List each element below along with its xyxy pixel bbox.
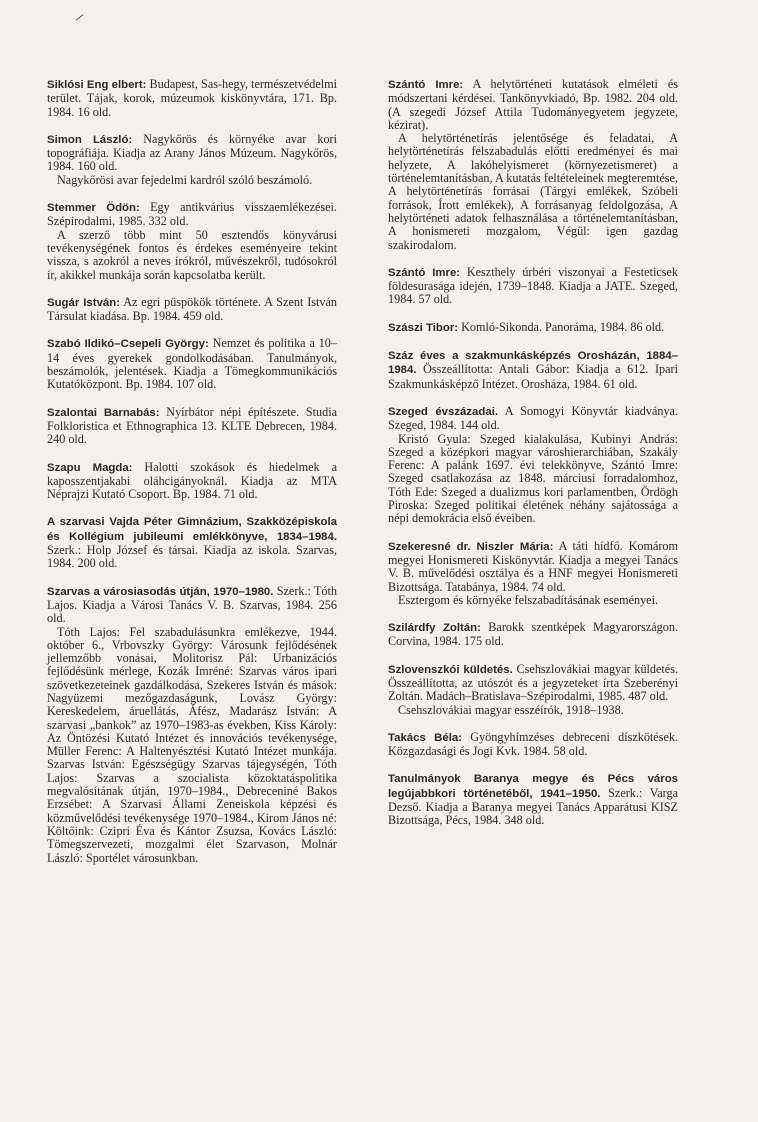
entry-paragraph: [388, 663, 678, 704]
entry-paragraph: [388, 78, 678, 132]
entry-text: Az egri püspökök története. A Szent István Társulat kiadása. Bp. 1984. 459 old.: [47, 294, 337, 324]
entry-heading: Tanulmányok Baranya megye és Pécs város legújabbkori történetéből, 1941–1950.: [388, 773, 678, 800]
entry-paragraph: [388, 433, 678, 526]
entry-heading: Szántó Imre:: [388, 79, 464, 91]
entry-paragraph: [388, 321, 678, 335]
entry-heading: Szapu Magda:: [47, 461, 133, 474]
bibliography-entry: [388, 78, 678, 252]
bibliography-entry: [388, 540, 678, 607]
entry-text: Szerk.: Varga Dezső. Kiadja a Baranya megyei Tanács Apparátusi KISZ Bizottsága, Pécs, 1984. 348 old.: [388, 785, 678, 828]
entry-paragraph: [47, 461, 337, 502]
entry-text: Szerk.: Holp József és társai. Kiadja az iskola. Szarvas, 1984. 200 old.: [47, 543, 337, 571]
entry-heading: A szarvasi Vajda Péter Gimnázium, Szakközépiskola és Kollégium jubileumi emlékkönyve, 1834–1984.: [47, 516, 337, 543]
entry-text: Csehszlovákiai magyar küldetés. Összeállította, az utószót és a jegyzeteket írta Szeberényi Zoltán. Madách–Bratislava–Szépirodalmi, 1985. 487 old.: [388, 661, 679, 704]
entry-paragraph: [47, 337, 337, 391]
entry-text: Szerk.: Tóth Lajos. Kiadja a Városi Tanács V. B. Szarvas, 1984. 256 old.: [47, 583, 337, 626]
entry-heading: Szalontai Barnabás:: [47, 406, 160, 419]
entry-paragraph: [388, 540, 678, 594]
bibliography-entry: [388, 266, 678, 307]
entry-heading: Szekeresné dr. Niszler Mária:: [388, 540, 554, 553]
entry-paragraph: [47, 174, 337, 187]
bibliography-entry: [388, 405, 678, 526]
entry-text: Tóth Lajos: Fel szabadulásunkra emlékezve, 1944. október 6., Vrbovszky György: Városunk fejlődésének jellemzőbb vonásai, Molitorisz Pál: Urbanizációs fejlődésünk mérlege, Kozák Imréné: Szarvas város ipari szövetkezeteinek gazdálkodása, Szekeres István és mások: Nagyüzemi mezőgazdaságunk, Lovász György: Kereskedelem, áruellátás, Áfész, Madarász István: A szarvasi „bankok” az 1970–1983-as években, Kiss Károly: Az Öntözési Kutató Intézet és innovációs tevékenysége, Müller Ferenc: A Haltenyésztési Kutató Intézet munkája. Szarvas István: Egészségügy Szarvas tájegységén, Tóth Lajos: Szarvas a szocialista közoktatáspolitika megvalósítának útján, 1970–1984., Debreceniné Bakos Erzsébet: A Szarvasi Állami Zeneiskola képzési és közművelődési tevékenysége 1970–1984., Kirom János né: Költőink: Czipri Éva és Kántor Zsuzsa, Kovács László: Tömegszervezeti, mozgalmi élet Szarvason, Molnár László: Sportélet városunkban.: [47, 624, 337, 865]
pencil-mark: [76, 14, 84, 20]
bibliography-entry: [47, 585, 337, 865]
entry-text: Nagykőrösi avar fejedelmi kardról szóló beszámoló.: [57, 172, 313, 187]
entry-heading: Szlovenszkói küldetés.: [388, 663, 513, 676]
entry-text: Csehszlovákiai magyar esszéírók, 1918–1938.: [398, 702, 624, 717]
entry-paragraph: [388, 594, 678, 607]
entry-heading: Szilárdfy Zoltán:: [388, 622, 481, 635]
bibliography-entry: [388, 772, 678, 827]
bibliography-entry: [47, 201, 337, 282]
entry-heading: Szántó Imre:: [388, 266, 461, 279]
entry-text: Nyírbátor népi építészete. Studia Folkloristica et Ethnographica 13. KLTE Debrecen, 1984. 240 old.: [47, 404, 338, 447]
entry-text: Nagykőrös és környéke avar kori topográfiája. Kiadja az Arany János Múzeum. Nagykőrös, 1984. 160 old.: [47, 131, 337, 174]
entry-paragraph: [388, 704, 678, 717]
entry-text: A szerző több mint 50 esztendős könyvárusi tevékenységének fontos és érdekes eseményeire tekint vissza, s azokról a neves írókról, művészekről, tudósokról ír, akikkel munkája során kapcsolatba került.: [47, 227, 337, 282]
entry-heading: Simon László:: [47, 133, 133, 146]
entry-paragraph: [47, 515, 337, 570]
entry-text: A helytörténetírás jelentősége és feladatai, A helytörténetírás felszabadulás előtti eredményei és mai helyzete, A lakóhelyismeret (környezetismeret) a történelemtanításban, A kutatás feltételeinek megteremtése, A helytörténetírás forrásai (Tárgyi emlékek, Szóbeli források, Írott emlékek), A forrásanyag feldolgozása, A helytörténeti adatok felhasználása a történelemtanításban, A honismereti mozgalom, Végül: igen gazdag szakirodalom.: [388, 131, 678, 252]
entry-heading: Siklósi Eng elbert:: [47, 79, 147, 91]
bibliography-entry: [47, 78, 337, 119]
entry-text: Gyöngyhímzéses debreceni díszkötések. Közgazdasági és Jogi Kvk. 1984. 58 old.: [388, 729, 679, 759]
entry-text: Barokk szentképek Magyarországon. Corvina, 1984. 175 old.: [388, 620, 678, 649]
bibliography-entry: [47, 296, 337, 324]
entry-text: Budapest, Sas-hegy, természetvédelmi terület. Tájak, korok, múzeumok kiskönyvtára, 171. Bp. 1984. 16 old.: [47, 77, 338, 119]
entry-paragraph: [47, 585, 337, 626]
entry-paragraph: [388, 132, 678, 252]
entry-paragraph: [388, 621, 678, 649]
bibliography-entry: [47, 337, 337, 391]
entry-heading: Szabó Ildikó–Csepeli György:: [47, 338, 209, 351]
entry-heading: Szarvas a városiasodás útján, 1970–1980.: [47, 585, 274, 598]
bibliography-entry: [388, 349, 678, 391]
entry-paragraph: [47, 201, 337, 229]
bibliography-entry: [47, 515, 337, 570]
entry-paragraph: [47, 78, 337, 119]
left-column: [47, 78, 337, 879]
entry-text: Keszthely úrbéri viszonyai a Festeticsek földesurasága idején, 1739–1848. Kiadja a JATE. Szeged, 1984. 57 old.: [388, 264, 678, 307]
entry-paragraph: [47, 626, 337, 865]
entry-paragraph: [388, 405, 678, 433]
entry-heading: Száz éves a szakmunkásképzés Orosházán, 1884–1984.: [388, 350, 678, 377]
entry-paragraph: [388, 772, 678, 827]
entry-heading: Szászi Tibor:: [388, 321, 459, 334]
bibliography-entry: [388, 663, 678, 717]
entry-paragraph: [47, 229, 337, 282]
entry-text: Összeállította: Antali Gábor: Kiadja a 612. Ipari Szakmunkásképző Intézet. Orosháza, 1984. 61 old.: [388, 362, 678, 391]
entry-heading: Takács Béla:: [388, 731, 463, 744]
entry-paragraph: [388, 731, 678, 759]
bibliography-entry: [388, 321, 678, 335]
entry-text: Esztergom és környéke felszabadításának eseményei.: [398, 592, 659, 607]
entry-text: Kristó Gyula: Szeged kialakulása, Kubinyi András: Szeged a középkori magyar városhierarchiában, Szakály Ferenc: A palánk 1697. évi telekkönyve, Szántó Imre: Szeged csatlakozása az 1848. márciusi forradalomhoz, Tóth Ede: Szeged a dualizmus kori parlamentben, Ördögh Piroska: Szeged politikai életének néhány sajátossága a népi demokrácia első éveiben.: [388, 431, 678, 526]
entry-paragraph: [47, 133, 337, 174]
entry-text: Komló-Sikonda. Panoráma, 1984. 86 old.: [461, 319, 665, 334]
entry-paragraph: [47, 406, 337, 447]
bibliography-entry: [47, 461, 337, 502]
entry-text: A helytörténeti kutatások elméleti és módszertani kérdései. Tankönyvkiadó, Bp. 1982. 204 old. (A szegedi József Attila Tudományegyetem jegyzete, kézirat).: [388, 77, 678, 132]
entry-paragraph: [388, 266, 678, 307]
right-column: [388, 78, 678, 842]
bibliography-entry: [388, 731, 678, 759]
entry-heading: Szeged évszázadai.: [388, 405, 499, 418]
entry-paragraph: [47, 296, 337, 324]
entry-text: A Somogyi Könyvtár kiadványa. Szeged, 1984. 144 old.: [388, 403, 679, 433]
bibliography-entry: [47, 133, 337, 187]
entry-text: Nemzet és politika a 10–14 éves gyerekek gondolkodásában. Tanulmányok, beszámolók, jelentések. Kiadja a Tömegkommunikációs Kutatóközpont. Bp. 1984. 107 old.: [47, 336, 337, 392]
entry-text: A táti hídfő. Komárom megyei Honismereti Kiskönyvtár. Kiadja a megyei Tanács V. B. művelődési osztálya és a HNF megyei Honismereti Bizottsága. Tatabánya, 1984. 74 old.: [388, 538, 678, 594]
entry-heading: Sugár István:: [47, 296, 120, 309]
entry-heading: Stemmer Ödön:: [47, 202, 140, 215]
entry-paragraph: [388, 349, 678, 391]
entry-text: Halotti szokások és hiedelmek a kaposszentjakabi oláhcigányoknál. Kiadja az MTA Néprajzi Kutató Csoport. Bp. 1984. 71 old.: [47, 459, 337, 502]
entry-text: Egy antikvárius visszaemlékezései. Szépirodalmi, 1985. 332 old.: [47, 200, 337, 229]
bibliography-entry: [388, 621, 678, 649]
bibliography-entry: [47, 406, 337, 447]
